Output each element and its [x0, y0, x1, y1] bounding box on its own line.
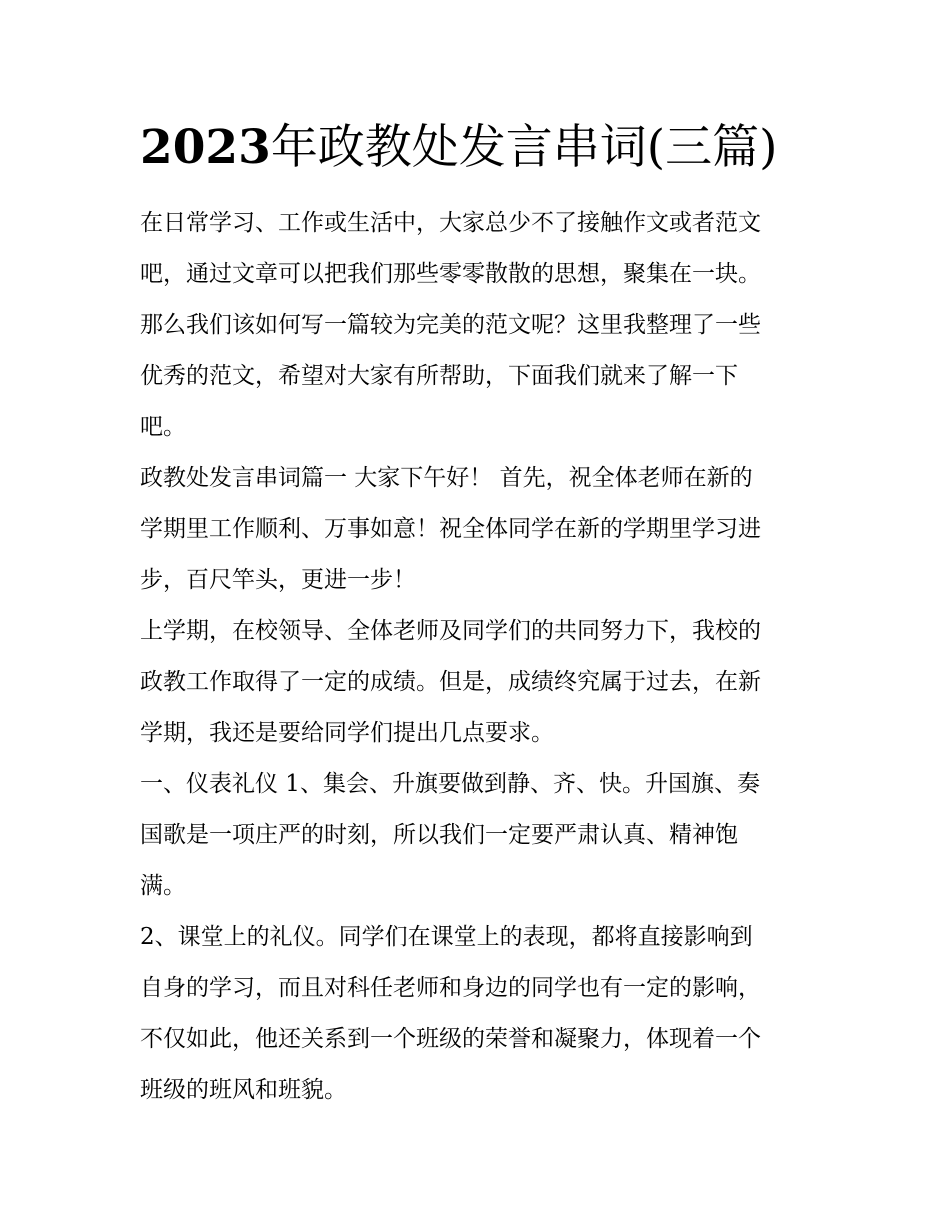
- text-line: 班级的班风和班貌。: [140, 1077, 347, 1103]
- text-line: 满。: [140, 873, 186, 899]
- text-line: 国歌是一项庄严的时刻，所以我们一定要严肃认真、精神饱: [140, 822, 738, 848]
- paragraph-etiquette-2: [140, 912, 830, 1116]
- paragraph-intro: [140, 198, 830, 453]
- text-line: 吧。: [140, 414, 186, 440]
- text-line: 政教处发言串词篇一 大家下午好！ 首先，祝全体老师在新的: [140, 465, 753, 491]
- document-title: [140, 116, 840, 180]
- text-line: 自身的学习，而且对科任老师和身边的同学也有一定的影响，: [140, 975, 761, 1001]
- text-line: 2、课堂上的礼仪。同学们在课堂上的表现，都将直接影响到: [140, 924, 753, 950]
- text-line: 优秀的范文，希望对大家有所帮助，下面我们就来了解一下: [140, 363, 738, 389]
- text-line: 一、仪表礼仪 1、集会、升旗要做到静、齐、快。升国旗、奏: [140, 771, 760, 797]
- text-line: 上学期，在校领导、全体老师及同学们的共同努力下，我校的: [140, 618, 761, 644]
- text-line: 学期，我还是要给同学们提出几点要求。: [140, 720, 554, 746]
- paragraph-greeting: [140, 453, 830, 606]
- paragraph-last-term: [140, 606, 830, 759]
- text-line: 步，百尺竿头，更进一步！: [140, 567, 416, 593]
- text-line: 政教工作取得了一定的成绩。但是，成绩终究属于过去，在新: [140, 669, 761, 695]
- document-body: [140, 198, 830, 1116]
- title-year: 2023: [140, 120, 271, 175]
- title-text: 年政教处发言串词(三篇): [270, 120, 778, 175]
- text-line: 在日常学习、工作或生活中，大家总少不了接触作文或者范文: [140, 210, 761, 236]
- text-line: 学期里工作顺利、万事如意！祝全体同学在新的学期里学习进: [140, 516, 761, 542]
- text-line: 吧，通过文章可以把我们那些零零散散的思想，聚集在一块。: [140, 261, 761, 287]
- text-line: 不仅如此，他还关系到一个班级的荣誉和凝聚力，体现着一个: [140, 1026, 761, 1052]
- text-line: 那么我们该如何写一篇较为完美的范文呢？这里我整理了一些: [140, 312, 761, 338]
- paragraph-etiquette-1: [140, 759, 830, 912]
